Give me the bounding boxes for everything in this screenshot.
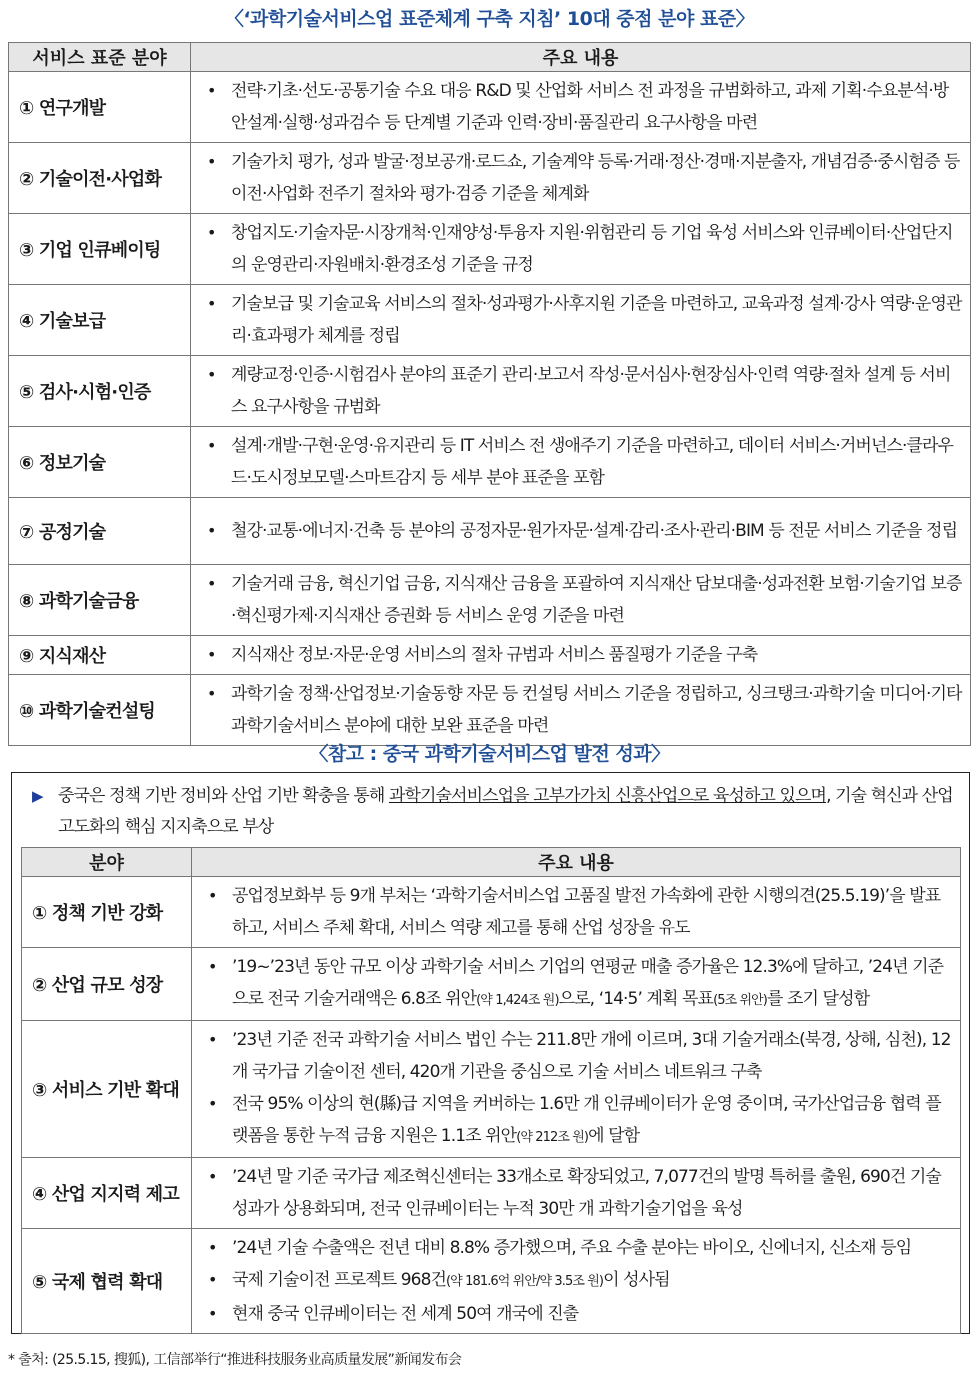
bullet-note-small: (약 212조 원) xyxy=(516,1130,589,1145)
column-header-content: 주요 내용 xyxy=(192,848,961,877)
table-row xyxy=(9,427,971,498)
standards-table xyxy=(8,42,971,746)
table-row xyxy=(9,565,971,636)
row-content xyxy=(192,877,961,948)
bullet-text: 이 성사됨 xyxy=(603,1270,670,1290)
bullet-text: 으로, ‘14·5’ 계획 목표 xyxy=(558,989,714,1009)
bullet-text: 현재 중국 인큐베이터는 전 세계 50여 개국에 진출 xyxy=(232,1304,579,1324)
row-category: ⑩ 과학기술컨설팅 xyxy=(9,675,191,746)
table-row xyxy=(9,214,971,285)
column-header-field: 서비스 표준 분야 xyxy=(9,43,191,72)
triangle-arrow-icon: ▶ xyxy=(32,787,43,805)
row-category: ⑥ 정보기술 xyxy=(9,427,191,498)
table-row xyxy=(9,675,971,746)
row-category: ⑤ 국제 협력 확대 xyxy=(22,1229,192,1334)
row-content xyxy=(192,1021,961,1158)
row-category: ④ 산업 지지력 제고 xyxy=(22,1158,192,1229)
table-row xyxy=(22,1021,961,1158)
table-row xyxy=(9,636,971,675)
bullet-item: • 과학기술 정책·산업정보·기술동향 자문 등 컨설팅 서비스 기준을 정립하고, 싱크탱크·과학기술 미디어·기타 과학기술서비스 분야에 대한 보완 표준을 마련 xyxy=(207,678,962,742)
table-row xyxy=(9,498,971,565)
intro-text-before: 중국은 정책 기반 정비와 산업 기반 확충을 통해 xyxy=(58,786,389,806)
section-title-standards: 〈‘과학기술서비스업 표준체계 구축 지침’ 10대 중점 분야 표준〉 xyxy=(224,8,755,30)
row-category: ② 산업 규모 성장 xyxy=(22,948,192,1021)
reference-box xyxy=(11,772,970,1334)
bullet-item: • 기술거래 금융, 혁신기업 금융, 지식재산 금융을 포괄하여 지식재산 담보대출·성과전환 보험·기술기업 보증·혁신평가제·지식재산 증권화 등 서비스 운영 기준을 마련 xyxy=(207,568,962,632)
bullet-text: 를 조기 달성함 xyxy=(766,989,870,1009)
table-row xyxy=(22,948,961,1021)
table-row xyxy=(22,877,961,948)
table-row xyxy=(9,356,971,427)
bullet-item: • 지식재산 정보·자문·운영 서비스의 절차 규범과 서비스 품질평가 기준을 구축 xyxy=(207,639,962,671)
intro-text-underlined: 과학기술서비스업을 고부가가치 신흥산업으로 육성하고 있으며 xyxy=(388,786,827,806)
bullet-item xyxy=(208,1161,952,1225)
bullet-item xyxy=(208,1298,952,1330)
bullet-item: • 기술보급 및 기술교육 서비스의 절차·성과평가·사후지원 기준을 마련하고, 교육과정 설계·강사 역량·운영관리·효과평가 체계를 정립 xyxy=(207,288,962,352)
column-header-field: 분야 xyxy=(22,848,192,877)
bullet-item: • 전략·기초·선도·공통기술 수요 대응 R&D 및 산업화 서비스 전 과정을 규범화하고, 과제 기획·수요분석·방안설계·실행·성과검수 등 단계별 기준과 인력·장비·품질관리 요구사항을 마련 xyxy=(207,75,962,139)
bullet-text: 에 달함 xyxy=(588,1126,640,1146)
column-header-content: 주요 내용 xyxy=(191,43,971,72)
row-category: ⑤ 검사·시험·인증 xyxy=(9,356,191,427)
row-content xyxy=(191,356,971,427)
row-category: ③ 기업 인큐베이팅 xyxy=(9,214,191,285)
source-note: * 출처: (25.5.15, 搜狐), 工信部举行“推进科技服务业高质量发展”新闻发布会 xyxy=(8,1352,462,1368)
bullet-item: • 창업지도·기술자문·시장개척·인재양성·투융자 지원·위험관리 등 기업 육성 서비스와 인큐베이터·산업단지의 운영관리·자원배치·환경조성 기준을 규정 xyxy=(207,217,962,281)
bullet-note-small: (5조 위안) xyxy=(713,993,767,1008)
bullet-item xyxy=(208,1088,952,1154)
row-content xyxy=(191,143,971,214)
row-content xyxy=(191,427,971,498)
row-category: ① 정책 기반 강화 xyxy=(22,877,192,948)
bullet-note-small: (약 181.6억 위안/약 3.5조 원) xyxy=(446,1274,604,1289)
row-category: ⑦ 공정기술 xyxy=(9,498,191,565)
bullet-text: ’23년 기준 전국 과학기술 서비스 법인 수는 211.8만 개에 이르며, 3대 기술거래소(북경, 상해, 심천), 12개 국가급 기술이전 센터, 420개 기관을 중심으로 기술 서비스 네트워크 구축 xyxy=(232,1030,951,1082)
table-header-row xyxy=(22,848,961,877)
table-row xyxy=(9,143,971,214)
table-header-row xyxy=(9,43,971,72)
china-results-table xyxy=(21,847,961,1334)
bullet-item xyxy=(208,1024,952,1088)
bullet-item xyxy=(208,1232,952,1264)
table-row xyxy=(22,1158,961,1229)
intro-text-after: , 기술 혁신과 산업 고도화의 핵심 지지축으로 부상 xyxy=(58,786,953,837)
bullet-text: 전국 95% 이상의 현(縣)급 지역을 커버하는 1.6만 개 인큐베이터가 운영 중이며, 국가산업금융 협력 플랫폼을 통한 누적 금융 지원은 1.1조 위안 xyxy=(232,1094,941,1146)
bullet-item: • 계량교정·인증·시험검사 분야의 표준기 관리·보고서 작성·문서심사·현장심사·인력 역량·절차 설계 등 서비스 요구사항을 규범화 xyxy=(207,359,962,423)
row-content xyxy=(191,214,971,285)
bullet-text: 공업정보화부 등 9개 부처는 ‘과학기술서비스업 고품질 발전 가속화에 관한 시행의견(25.5.19)’을 발표하고, 서비스 주체 확대, 서비스 역량 제고를 통해 산업 성장을 유도 xyxy=(232,886,941,938)
bullet-text: ’19~’23년 동안 규모 이상 과학기술 서비스 기업의 연평균 매출 증가율은 12.3%에 달하고, ’24년 기준으로 전국 기술거래액은 6.8조 위안 xyxy=(232,957,944,1009)
row-category: ② 기술이전·사업화 xyxy=(9,143,191,214)
row-content xyxy=(191,675,971,746)
row-content xyxy=(191,285,971,356)
bullet-text: ’24년 말 기준 국가급 제조혁신센터는 33개소로 확장되었고, 7,077건의 발명 특허를 출원, 690건 기술 성과가 상용화되며, 전국 인큐베이터는 누적 30만 개 과학기술기업을 육성 xyxy=(232,1167,941,1219)
bullet-item: • 설계·개발·구현·운영·유지관리 등 IT 서비스 전 생애주기 기준을 마련하고, 데이터 서비스·거버넌스·클라우드·도시정보모델·스마트감지 등 세부 분야 표준을 포함 xyxy=(207,430,962,494)
section-title-china-results: 〈참고 : 중국 과학기술서비스업 발전 성과〉 xyxy=(309,743,670,765)
table-row xyxy=(9,285,971,356)
bullet-text: ’24년 기술 수출액은 전년 대비 8.8% 증가했으며, 주요 수출 분야는 바이오, 신에너지, 신소재 등임 xyxy=(232,1238,912,1258)
row-category: ⑨ 지식재산 xyxy=(9,636,191,675)
bullet-item xyxy=(208,1264,952,1298)
bullet-item xyxy=(208,951,952,1017)
bullet-note-small: (약 1,424조 원) xyxy=(476,993,559,1008)
bullet-item: • 기술가치 평가, 성과 발굴·정보공개·로드쇼, 기술계약 등록·거래·정산·경매·지분출자, 개념검증·중시험증 등 이전·사업화 전주기 절차와 평가·검증 기준을 체계화 xyxy=(207,146,962,210)
table-row xyxy=(22,1229,961,1334)
bullet-item xyxy=(208,880,952,944)
row-category: ③ 서비스 기반 확대 xyxy=(22,1021,192,1158)
row-content xyxy=(192,1229,961,1334)
row-content xyxy=(191,565,971,636)
row-category: ④ 기술보급 xyxy=(9,285,191,356)
bullet-item: • 철강·교통·에너지·건축 등 분야의 공정자문·원가자문·설계·감리·조사·관리·BIM 등 전문 서비스 기준을 정립 xyxy=(207,515,962,547)
bullet-text: 국제 기술이전 프로젝트 968건 xyxy=(232,1270,447,1290)
row-content xyxy=(191,636,971,675)
row-content xyxy=(191,498,971,565)
row-content xyxy=(192,948,961,1021)
row-content xyxy=(191,72,971,143)
row-content xyxy=(192,1158,961,1229)
intro-paragraph xyxy=(32,781,962,843)
row-category: ⑧ 과학기술금융 xyxy=(9,565,191,636)
row-category: ① 연구개발 xyxy=(9,72,191,143)
table-row xyxy=(9,72,971,143)
